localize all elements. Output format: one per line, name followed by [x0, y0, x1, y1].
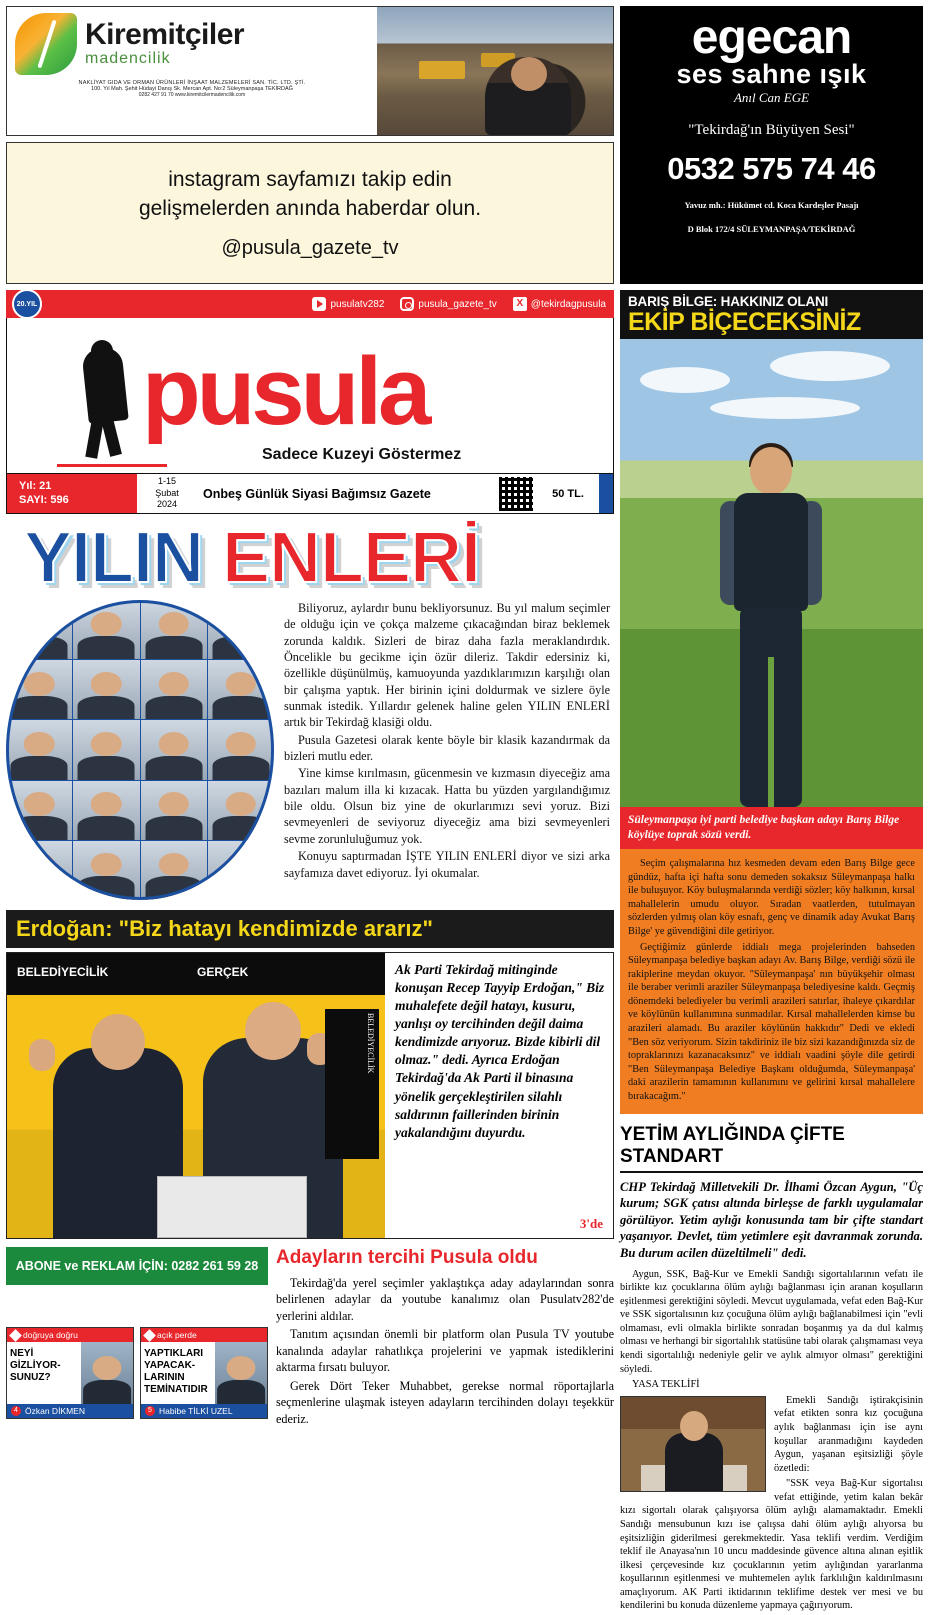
masthead-description: Onbeş Günlük Siyasi Bağımsız Gazete [203, 486, 431, 501]
columnist-photo [215, 1342, 267, 1404]
columnist-column-label: açık perde [157, 1330, 197, 1340]
rally-banner-left: BELEDİYECİLİK [17, 965, 109, 979]
cloud-shape [770, 351, 890, 381]
instagram-icon [400, 297, 414, 311]
lead-paragraph: Yine kimse kırılmasın, gücenmesin ve kızmasın diyeceğiz ama bazıları malum illa ki kızacak. Hatta bu yüzden yargılandığımız bile oldu. Olsun biz yine de okurlarımızı sevi yoruz. Bizi sevmeyenleri de seviyoruz diyeceğiz ama bizi sevmeyenleri sevme zorunluluğumuz yok. [284, 766, 610, 846]
masthead-tagline: Sadece Kuzeyi Göstermez [262, 446, 462, 463]
kiremitciler-name-line2: madencilik [85, 50, 171, 68]
x-link[interactable] [513, 297, 606, 311]
yetim-headline: YETİM AYLIĞINDA ÇİFTE STANDART [620, 1124, 923, 1173]
lead-paragraph: Pusula Gazetesi olarak kente böyle bir klasik kazandırmak da bizleri mutlu eder. [284, 732, 610, 764]
columnist-headline: YAPTIKLARI YAPACAK- LARININ TEMİNATIDIR [144, 1348, 208, 1395]
pen-icon [9, 1329, 22, 1342]
youtube-handle: pusulatv282 [330, 298, 385, 310]
main-headline-part1: YILIN [24, 518, 223, 598]
instagram-promo-line1: instagram sayfamızı takip edin [168, 168, 452, 192]
qr-code[interactable] [495, 474, 537, 513]
masthead-info-bar [7, 473, 613, 513]
waving-hand-left [29, 1039, 55, 1071]
yetim-paragraph: YASA TEKLİFİ [632, 1379, 700, 1391]
masthead-issue [7, 474, 137, 513]
cloud-shape [710, 397, 860, 419]
pusula-mascot-icon [69, 340, 141, 462]
right-column [620, 290, 923, 1615]
instagram-promo-ad[interactable] [6, 142, 614, 284]
adaylar-headline: Adayların tercihi Pusula oldu [276, 1247, 538, 1268]
banner-sidebar: BELEDİYECİLİK [325, 1009, 379, 1159]
top-left-ads [6, 6, 614, 284]
erdogan-headline: Erdoğan: "Biz hatayı kendimizde ararız" [6, 910, 614, 948]
adaylar-story [276, 1247, 614, 1429]
x-twitter-icon: X [513, 297, 527, 311]
adaylar-paragraph: Tekirdağ'da yerel seçimler yaklaştıkça aday adaylarından sonra belirlenen adaylar da youtube kanalımız olan Pusulatv282'de yerlerini aldılar. [276, 1276, 614, 1323]
bilge-kicker: BARIŞ BİLGE: HAKKINIZ OLANI [628, 294, 829, 309]
egecan-address-line1: Yavuz mh.: Hükümet cd. Koca Kardeşler Pasajı [684, 199, 859, 210]
subscription-ad[interactable]: ABONE ve REKLAM İÇİN: 0282 261 59 28 [6, 1247, 268, 1285]
columnist-column-name [141, 1328, 267, 1342]
columnist-name-row [7, 1404, 133, 1418]
masthead-issue-number: SAYI: 596 [19, 493, 69, 506]
yetim-paragraph: Aygun, SSK, Bağ-Kur ve Emekli Sandığı sigortalılarının vefatı ile birlikte kız çocuklarına ölüm aylığı bağlanması için aranan koşulların eşitlenmesi gerektiğini söyledi. Mevcut uygulamada, vefat eden Bağ-Kur ve SSK sigortalısının kız çocuğuna ölüm aylığı bağlanabilmesi için "evli olmaması, evli olmakla birlikte sonradan boşanmış ya da dul kalmış olması ve herhangi bir sigortalılık statüsüne tabi olarak çalışmaması veya kendi sigortalılığı nedeniyle gelir ve aylık almıyor olması" gerektiğini söyledi. [620, 1268, 923, 1375]
instagram-handle: @pusula_gazete_tv [221, 236, 399, 259]
columnist-ads [6, 1327, 268, 1419]
rally-banner [7, 953, 385, 995]
instagram-promo-line2: gelişmelerden anında haberdar olun. [138, 196, 482, 220]
lead-story-text [284, 600, 614, 900]
kiremitciler-sub2: 100. Yıl Mah. Şehit Hüdayi Danış Sk. Mercan Apt. No:2 Süleymanpaşa TEKİRDAĞ [91, 86, 293, 92]
main-content-row [6, 290, 923, 1615]
candidate-figure [716, 447, 826, 807]
main-headline [6, 518, 614, 598]
podium-shape [157, 1176, 307, 1238]
columnist-card[interactable] [6, 1327, 134, 1419]
columnist-page-number: 5 [145, 1406, 155, 1416]
kiremitciler-logo-row [11, 13, 373, 75]
speaker-silhouette [665, 1433, 723, 1491]
kiremitciler-name-line1: Kiremitçiler [85, 18, 245, 52]
columnist-column-name [7, 1328, 133, 1342]
adaylar-body [276, 1275, 614, 1427]
yetim-paragraph: "SSK veya Bağ-Kur sigortalısı vefat ettiğinde, yetim kalan bekâr kızı sigortalı olarak çalışıyorsa ölüm aylığı alamamaktadır. Emekli Sandığı mensubunun kızı ise çalışsa dahi ölüm aylığı alıyorsa bu eşitsizliğin giderilmesi gerekmektedir. Yasa teklifi verdim. Verdiğim teklif ile Anayasa'nın 10 uncu maddesinde güvence altına alınan eşitlik ilkesi çerçevesinde kız çocuklarının yetim aylığından yararlanma koşullarının eşitlenmesi ve muhtemelen aylık farklılığın kaldırılmasını amaçlıyorum. AK Parti iktidarının teklifime destek ver mesi ve bu kendilerini bu konuda düzenleme yapmaya çağırıyorum. [620, 1478, 923, 1612]
pen-icon [143, 1329, 156, 1342]
egecan-slogan: "Tekirdağ'ın Büyüyen Sesi" [688, 121, 855, 138]
bilge-caption: Süleymanpaşa iyi parti belediye başkan adayı Barış Bilge köylüye toprak sözü verdi. [620, 807, 923, 849]
subscription-column [6, 1247, 268, 1429]
egecan-sub2: Anıl Can EGE [733, 89, 810, 105]
photo-collage [6, 600, 274, 900]
kiremitciler-sub1: NAKLİYAT GIDA VE ORMAN ÜRÜNLERİ İNŞAAT MALZEMELERİ SAN. TİC. LTD. ŞTİ. [78, 80, 306, 86]
kiremitciler-sub3: 0282 427 91 70 www.kiremitcilermadencilik.com [138, 92, 246, 98]
erdogan-caption-block [385, 953, 613, 1238]
columnist-page-number: 4 [11, 1406, 21, 1416]
erdogan-story [6, 952, 614, 1239]
bilge-headline-block [620, 290, 923, 339]
yetim-body [620, 1268, 923, 1615]
cloud-shape [640, 367, 730, 393]
columnist-card[interactable] [140, 1327, 268, 1419]
masthead-year: Yıl: 21 [19, 479, 52, 492]
masthead [6, 318, 614, 514]
bilge-body [620, 849, 923, 1113]
adaylar-paragraph: Gerek Dört Teker Muhabbet, gerekse normal röportajlarla seçmenlerine ulaşmak isteyen adayların tercihinden dolayı teşekkür ederiz. [276, 1378, 614, 1426]
youtube-icon [312, 297, 326, 311]
x-handle: @tekirdagpusula [530, 298, 606, 310]
masthead-blue-accent [599, 474, 613, 513]
lead-story [6, 600, 614, 900]
egecan-ad[interactable] [620, 6, 923, 284]
leaf-icon [15, 13, 77, 75]
instagram-link[interactable] [400, 297, 496, 311]
masthead-date [137, 474, 197, 513]
adaylar-paragraph: Tanıtım açısından önemli bir platform olan Pusula TV youtube kanalında adaylar rahatlıkça projelerini ve yapmak istediklerini aktarma fırsatı buluyor. [276, 1327, 614, 1375]
bilge-paragraph: Geçtiğimiz günlerde iddialı mega projelerinden bahseden Süleymanpaşa belediye başkan adayı Av. Barış Bilge, verdiği sözü ile rakiplerine meydan okuyor. "Süleymanpaşa' nın büyükşehir olması ile beraber verimli araziler Süleymanpaşa belediyesine kaldı. Geçmiş dönemdeki belediyeler bu verimli arazileri satırlar, ihaleye çıkardılar ve köylünün kullanımına sunmadılar. Kırsal mahallelerden kimse bu arazileri alamadı. Bu araziler köylünün hakkıdır" Dedi ve ekledi "Ben söz veriyorum. Sizin takdiriniz ile biz sizi kazandığınızda siz de topraklarınızı kazanacaksınız" ve iddialı vaadini şöyle dile getirdi "Ben Süleymanpaşa Belediye Başkanı olduğumda, Süleymanpaşa' daki arazilerin tamamının kullanımını ve gelirini kırsal mahallelere bırakacağım." [628, 941, 916, 1102]
erdogan-caption: Ak Parti Tekirdağ mitinginde konuşan Recep Tayyip Erdoğan," Biz muhalefete değil hatayı, kusuru, yanlışı oy tercihinden değil daima kendimizde arıyoruz. Bizde kibirli dil olmaz." dedi. Ayrıca Erdoğan Tekirdağ'da Ak Parti il binasına yönelik gerçekleştirilen silahlı saldırının faillerinden birinin yakalandığını duyurdu. [395, 962, 605, 1140]
egecan-sub1: ses sahne ışık [676, 58, 867, 89]
kiremitciler-name [85, 20, 244, 68]
bilge-paragraph: Seçim çalışmalarına hız kesmeden devam eden Barış Bilge gece gündüz, hafta içi hafta sonu demeden sokaksız Süleymanpaşa halkı ile buluşuyor. Köy buluşmalarında verdiği sözler; köy halkının, kırsal mahallelerin umudu oluyor. Sıradan vaatlerden, tutulmayan sözlerden yılmış olan köy esnafı, genç ve dinamik aday Avukat Barış Bilge' ye güvendiğini dile getiriyor. [628, 858, 915, 938]
bilge-headline: EKİP BİÇECEKSİNİZ [628, 308, 861, 336]
masthead-date-month: Şubat [155, 487, 179, 498]
youtube-link[interactable] [312, 297, 384, 311]
kiremitciler-ad-photo [377, 7, 613, 135]
kiremitciler-ad[interactable] [6, 6, 614, 136]
masthead-date-year: 2024 [156, 499, 178, 510]
columnist-name: Habibe TİLKİ UZEL [159, 1406, 233, 1416]
masthead-date-range: 1-15 [157, 475, 176, 486]
social-bar [6, 290, 614, 318]
erdogan-page-reference[interactable]: 3'de [579, 1215, 603, 1231]
main-headline-part2: ENLERİ [222, 518, 481, 598]
masthead-logo: pusula [142, 338, 428, 445]
yetim-lead: CHP Tekirdağ Milletvekili Dr. İlhami Özcan Aygun, "Üç kurum; SGK çatısı altında birleşse de farklı uygulamalar görülüyor. Yetim aylığı konusunda tam bir çifte standart yaşanıyor. Devlet, tüm yetimlere eşit davranmak zorunda. Bu durum acilen düzeltilmeli" dedi. [620, 1179, 923, 1260]
top-ad-row [6, 6, 923, 284]
columnist-column-label: doğruya doğru [23, 1330, 78, 1340]
egecan-address-line2: D Blok 172/4 SÜLEYMANPAŞA/TEKİRDAĞ [687, 224, 856, 235]
rally-banner-right: GERÇEK [197, 965, 249, 979]
instagram-handle-bar: pusula_gazete_tv [418, 298, 497, 310]
columnist-photo [81, 1342, 133, 1404]
lead-paragraph: Konuyu saptırmadan İŞTE YILIN ENLERİ diyor ve sizi arka sayfamıza davet ediyoruz. İyi okumalar. [284, 849, 610, 880]
columnist-name-row [141, 1404, 267, 1418]
kiremitciler-ad-text [7, 7, 377, 135]
yetim-paragraph: Emekli Sandığı iştirakçisinin vefat etikten sonra kız çocuğuna aylık bağlanması için ise aynı koşullar aranmadığını kaydeden Aygun, yaşanan eşitsizliği şöyle özetledi: [774, 1394, 923, 1474]
anniversary-badge: 20.YIL [12, 289, 42, 319]
person-face [511, 57, 547, 91]
bottom-left-row [6, 1247, 614, 1429]
masthead-price: 50 TL. [552, 487, 584, 500]
excavator-shape [419, 61, 465, 79]
bilge-photo [620, 339, 923, 807]
egecan-phone[interactable]: 0532 575 74 46 [667, 150, 876, 186]
erdogan-photo [7, 953, 385, 1238]
egecan-brand: egecan [691, 11, 852, 64]
yetim-photo [620, 1396, 766, 1492]
masthead-ground-line [57, 464, 167, 467]
lead-paragraph: Biliyoruz, aylardır bunu bekliyorsunuz. Bu yıl malum seçimler de olduğu için ve çokça malzeme çıkacağından biraz beklemek zorunda kaldık. Sizleri de biraz daha fazla meraklandırdık. Öncelikle bu gecikme için özür dileriz. Takdir edersiniz ki, özellikle düşünülmüş, kamuoyunda yazdıklarımızın karşılığı olan bir çalışma yaptık. Her birinin içini doldurmak ve sizlere öyle sunmak istedik. Yıllardır gelenek haline gelen YILIN ENLERİ artık bir Tekirdağ klasiği oldu. [284, 601, 610, 730]
columnist-headline: NEYİ GİZLİYOR- SUNUZ? [10, 1348, 61, 1383]
columnist-name: Özkan DİKMEN [25, 1406, 85, 1416]
masthead-column [6, 290, 614, 1615]
